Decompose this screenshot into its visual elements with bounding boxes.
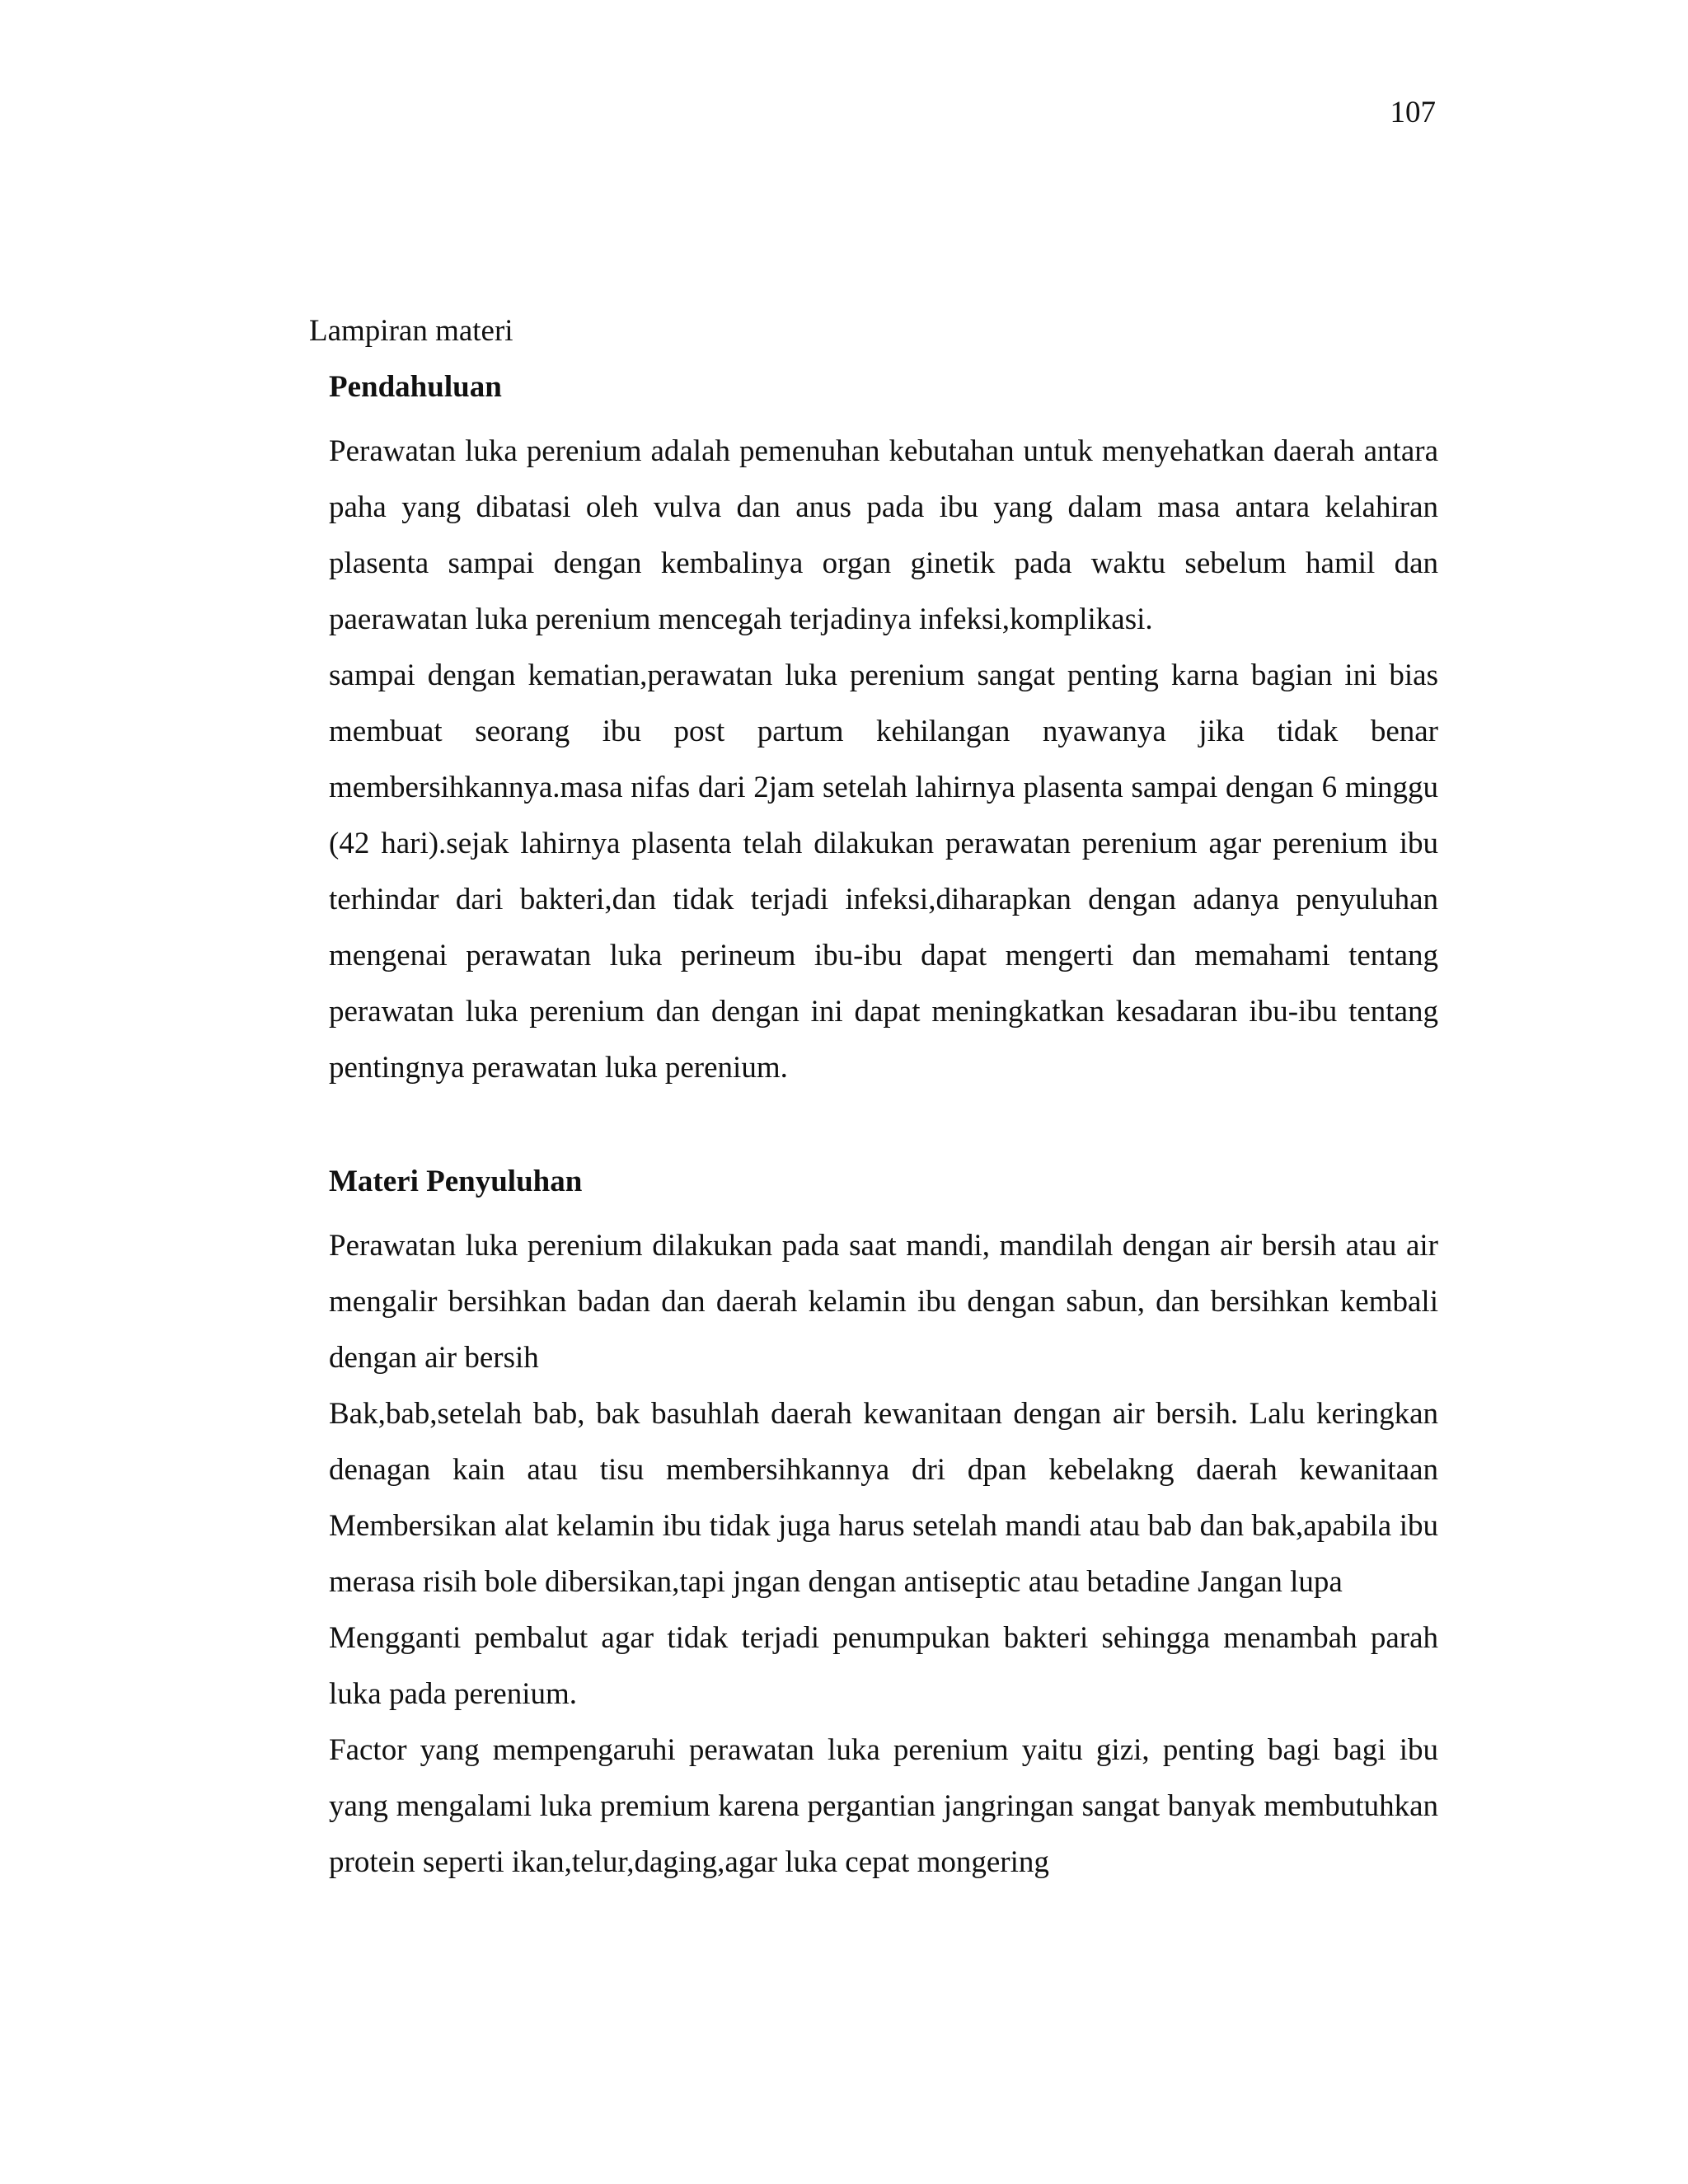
paragraph: Perawatan luka perenium adalah pemenuhan kebutahan untuk menyehatkan daerah antara paha yang dibatasi oleh vulva dan anus pada ibu yang dalam masa antara kelahiran plasenta sampai dengan kembalinya organ ginetik pada waktu sebelum hamil dan paerawatan luka perenium mencegah terjadinya infeksi,komplikasi.: [329, 434, 1438, 636]
document-body: [309, 312, 1438, 1891]
section-spacer: [309, 1096, 1438, 1162]
section-materi-penyuluhan: [329, 1162, 1438, 1891]
paragraph: Bak,bab,setelah bab, bak basuhlah daerah kewanitaan dengan air bersih. Lalu keringkan denagan kain atau tisu membersihkannya dri dpan kebelakng daerah kewanitaan Membersikan alat kelamin ibu tidak juga harus setelah mandi atau bab dan bak,apabila ibu merasa risih bole dibersikan,tapi jngan dengan antiseptic atau betadine Jangan lupa: [329, 1397, 1438, 1599]
appendix-title: Lampiran materi: [309, 314, 513, 348]
section-heading: Materi Penyuluhan: [329, 1165, 583, 1198]
paragraph: sampai dengan kematian,perawatan luka perenium sangat penting karna bagian ini bias membuat seorang ibu post partum kehilangan nyawanya jika tidak benar membersihkannya.masa nifas dari 2jam setelah lahirnya plasenta sampai dengan 6 minggu (42 hari).sejak lahirnya plasenta telah dilakukan perawatan perenium agar perenium ibu terhindar dari bakteri,dan tidak terjadi infeksi,diharapkan dengan adanya penyuluhan mengenai perawatan luka perineum ibu-ibu dapat mengerti dan memahami tentang perawatan luka perenium dan dengan ini dapat meningkatkan kesadaran ibu-ibu tentang pentingnya perawatan luka perenium.: [329, 658, 1438, 1085]
paragraph: Factor yang mempengaruhi perawatan luka perenium yaitu gizi, penting bagi bagi ibu yang mengalami luka premium karena pergantian jangringan sangat banyak membutuhkan protein seperti ikan,telur,daging,agar luka cepat mongering: [329, 1733, 1438, 1879]
paragraph: Perawatan luka perenium dilakukan pada saat mandi, mandilah dengan air bersih atau air mengalir bersihkan badan dan daerah kelamin ibu dengan sabun, dan bersihkan kembali dengan air bersih: [329, 1229, 1438, 1375]
paragraph: Mengganti pembalut agar tidak terjadi penumpukan bakteri sehingga menambah parah luka pada perenium.: [329, 1621, 1438, 1711]
section-pendahuluan: [329, 368, 1438, 1096]
page-number: 107: [1390, 96, 1436, 129]
section-heading: Pendahuluan: [329, 370, 502, 404]
